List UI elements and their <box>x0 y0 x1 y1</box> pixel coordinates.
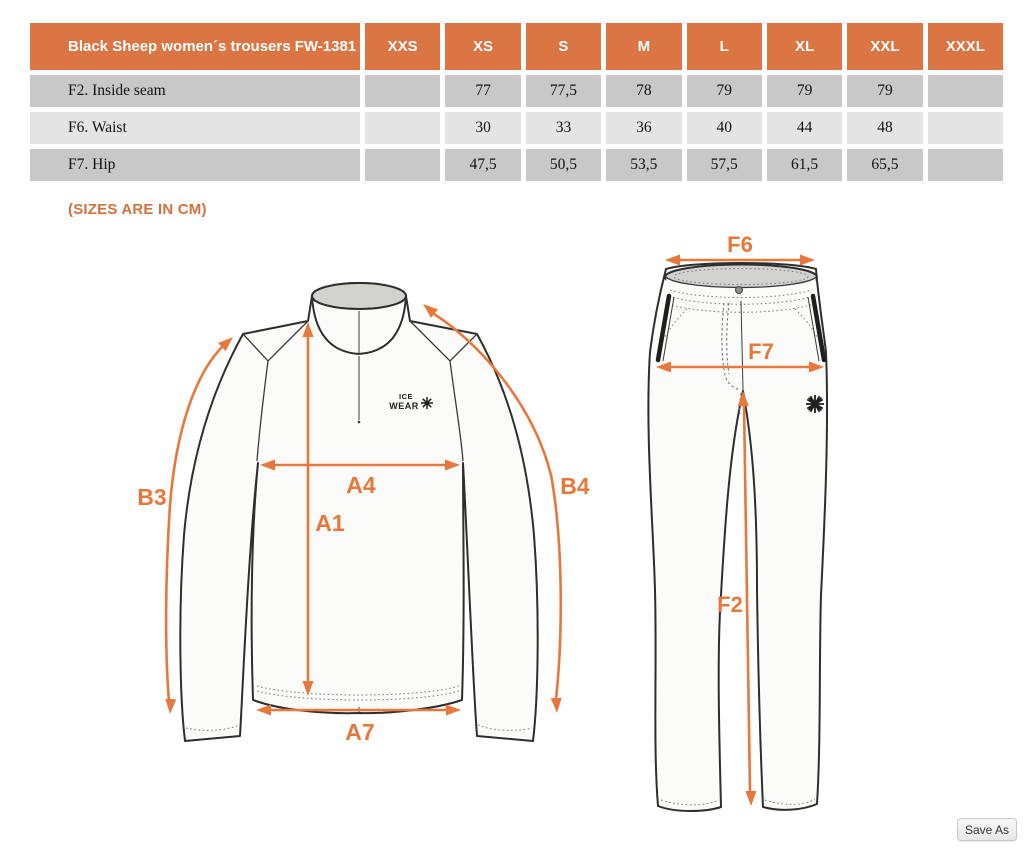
row-label-waist: F6. Waist <box>30 112 360 144</box>
label-f2: F2 <box>717 592 743 617</box>
logo-text-line2: WEAR <box>389 401 419 411</box>
zip-stop <box>358 421 361 424</box>
a7-arrowhead-left <box>256 705 271 716</box>
label-f6: F6 <box>727 232 753 257</box>
value-cell: 44 <box>767 112 842 144</box>
logo-snowflake-icon <box>421 397 433 409</box>
value-cell <box>928 149 1003 181</box>
size-table <box>30 23 1003 181</box>
value-cell: 79 <box>687 75 762 107</box>
value-cell: 77 <box>445 75 520 107</box>
measure-f6 <box>665 232 815 266</box>
waist-button <box>736 287 743 294</box>
b4-arrowhead-bottom <box>551 698 563 714</box>
label-a4: A4 <box>346 472 376 498</box>
shirt-drawing <box>137 283 590 745</box>
size-column-header-s: S <box>526 23 601 70</box>
size-column-header-l: L <box>687 23 762 70</box>
table-title: Black Sheep women´s trousers FW-1381 <box>30 23 360 70</box>
value-cell: 79 <box>767 75 842 107</box>
sizes-note: (SIZES ARE IN CM) <box>68 201 207 218</box>
size-column-header-xxs: XXS <box>365 23 440 70</box>
measurement-diagram <box>60 230 960 840</box>
trousers-drawing <box>648 232 827 811</box>
label-f7: F7 <box>748 339 774 364</box>
value-cell <box>928 112 1003 144</box>
value-cell: 57,5 <box>687 149 762 181</box>
row-label-hip: F7. Hip <box>30 149 360 181</box>
save-as-button[interactable]: Save As <box>957 818 1017 841</box>
value-cell: 65,5 <box>847 149 922 181</box>
logo-text-line1: ICE <box>398 392 414 401</box>
size-column-header-m: M <box>606 23 681 70</box>
f6-arrowhead-right <box>800 255 815 266</box>
size-column-header-xxxl: XXXL <box>928 23 1003 70</box>
value-cell: 50,5 <box>526 149 601 181</box>
label-a1: A1 <box>315 510 345 536</box>
value-cell: 77,5 <box>526 75 601 107</box>
value-cell <box>365 112 440 144</box>
size-column-header-xs: XS <box>445 23 520 70</box>
value-cell: 78 <box>606 75 681 107</box>
value-cell: 47,5 <box>445 149 520 181</box>
measure-a7 <box>256 705 461 746</box>
size-column-header-xxl: XXL <box>847 23 922 70</box>
value-cell: 61,5 <box>767 149 842 181</box>
label-b4: B4 <box>560 473 590 499</box>
a7-arrowhead-right <box>446 705 461 716</box>
f2-arrowhead-bottom <box>746 791 757 806</box>
value-cell: 53,5 <box>606 149 681 181</box>
label-a7: A7 <box>345 719 375 745</box>
value-cell: 79 <box>847 75 922 107</box>
trousers-silhouette <box>648 263 827 811</box>
value-cell <box>365 75 440 107</box>
row-label-inside-seam: F2. Inside seam <box>30 75 360 107</box>
value-cell: 36 <box>606 112 681 144</box>
value-cell <box>365 149 440 181</box>
b3-arrowhead-bottom <box>165 699 177 715</box>
value-cell: 30 <box>445 112 520 144</box>
size-column-header-xl: XL <box>767 23 842 70</box>
trousers-snowflake-icon <box>806 395 824 413</box>
value-cell: 33 <box>526 112 601 144</box>
f6-arrowhead-left <box>665 255 680 266</box>
value-cell <box>928 75 1003 107</box>
label-b3: B3 <box>137 484 167 510</box>
value-cell: 40 <box>687 112 762 144</box>
value-cell: 48 <box>847 112 922 144</box>
